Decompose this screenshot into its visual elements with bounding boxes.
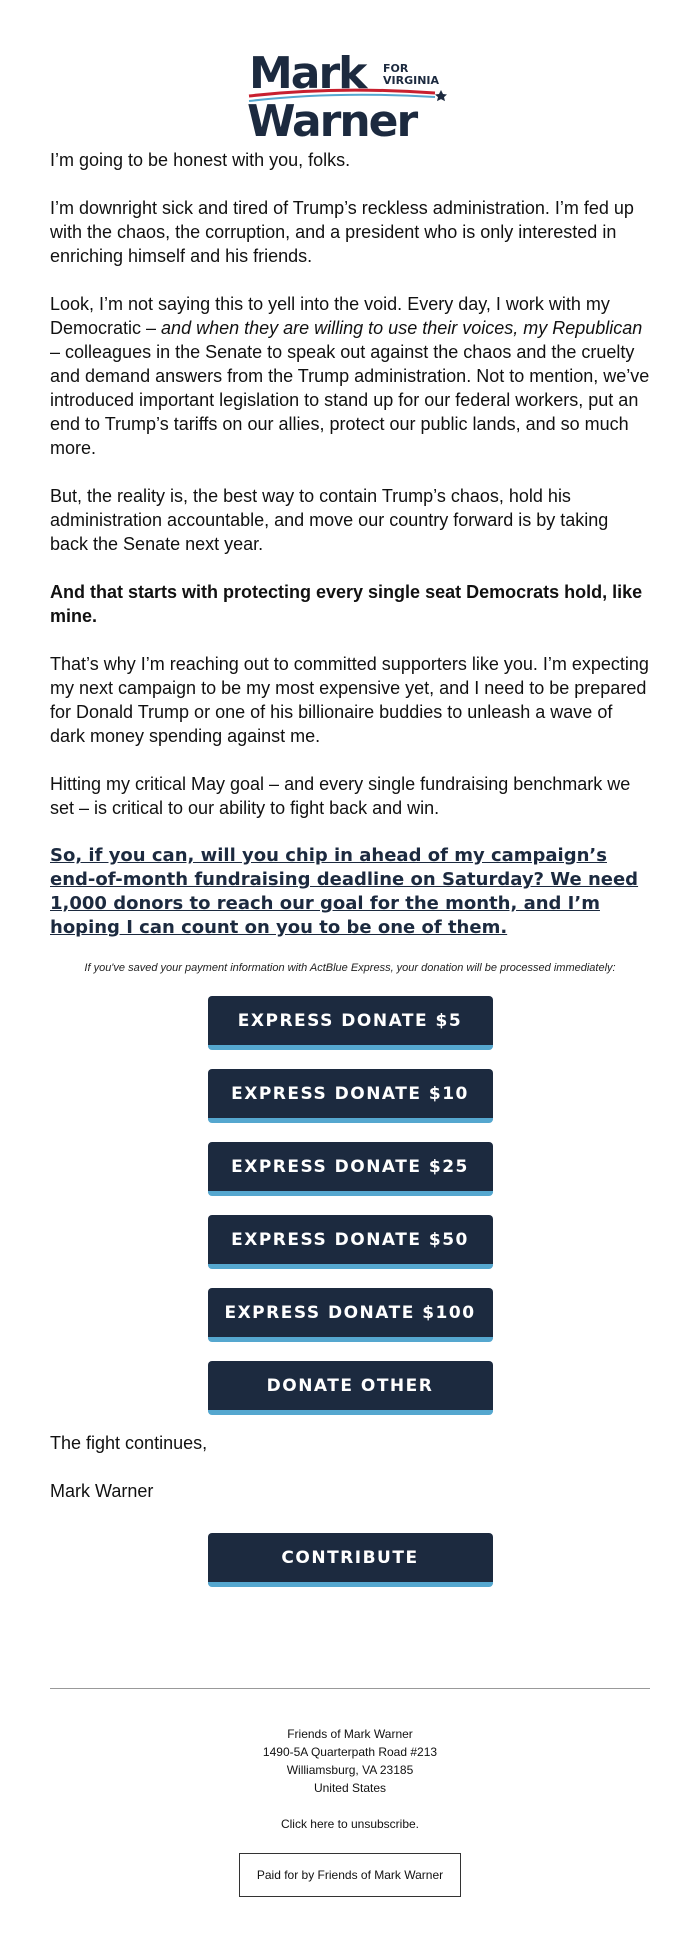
footer xyxy=(0,1725,700,1897)
express-donate-50-button[interactable]: EXPRESS DONATE $50 xyxy=(208,1215,493,1269)
paragraph-intro: I’m going to be honest with you, folks. xyxy=(50,150,351,170)
email-body xyxy=(0,46,700,1897)
logo-star-icon xyxy=(435,90,447,101)
footer-org: Friends of Mark Warner xyxy=(287,1727,413,1741)
paid-for-disclaimer: Paid for by Friends of Mark Warner xyxy=(239,1853,461,1897)
unsubscribe-link[interactable]: Click here to unsubscribe. xyxy=(280,1817,420,1831)
express-donate-10-button[interactable]: EXPRESS DONATE $10 xyxy=(208,1069,493,1123)
paragraph-protect-seat: And that starts with protecting every single seat Democrats hold, like mine. xyxy=(50,582,643,626)
paragraph-reaching-out: That’s why I’m reaching out to committed supporters like you. I’m expecting my next campaign to be my most expensive yet, and I need to be prepared for Donald Trump or one of his billionaire buddies to unleash a wave of dark money spending against me. xyxy=(50,654,649,746)
paragraph-may-goal: Hitting my critical May goal – and every single fundraising benchmark we set – is critical to our ability to fight back and win. xyxy=(50,774,631,818)
actblue-express-note: If you've saved your payment information with ActBlue Express, your donation will be processed immediately: xyxy=(84,962,616,974)
express-donate-25-button[interactable]: EXPRESS DONATE $25 xyxy=(208,1142,493,1196)
contribute-button[interactable]: CONTRIBUTE xyxy=(208,1533,493,1587)
logo-tag-virginia: VIRGINIA xyxy=(383,74,440,87)
paragraph-colleagues-part2: – colleagues in the Senate to speak out against the chaos and the cruelty and demand answers from the Trump administration. Not to mention, we’ve introduced important legislation to stand up for our federal workers, put an end to Trump’s tariffs on our allies, protect our public lands, and so much more. xyxy=(50,342,650,458)
paragraph-reality: But, the reality is, the best way to contain Trump’s chaos, hold his administration accountable, and move our country forward is by taking back the Senate next year. xyxy=(50,486,609,554)
donation-ask-link[interactable]: So, if you can, will you chip in ahead of my campaign’s end-of-month fundraising deadline on Saturday? We need 1,000 donors to reach our goal for the month, and I’m hoping I can count on you to be one of them. xyxy=(50,845,639,938)
logo-name-bottom: Warner xyxy=(247,96,417,140)
paragraph-colleagues xyxy=(50,292,650,460)
footer-street: 1490-5A Quarterpath Road #213 xyxy=(262,1745,438,1759)
paragraph-colleagues-emphasis: and when they are willing to use their voices, my Republican xyxy=(161,318,643,338)
paragraph-fed-up: I’m downright sick and tired of Trump’s reckless administration. I’m fed up with the chaos, the corruption, and a president who is only interested in enriching himself and his friends. xyxy=(50,198,634,266)
donate-other-button[interactable]: DONATE OTHER xyxy=(208,1361,493,1415)
letter-content xyxy=(0,148,700,940)
contribute-wrapper xyxy=(0,1533,700,1606)
closing-line: The fight continues, xyxy=(50,1433,208,1453)
express-donate-5-button[interactable]: EXPRESS DONATE $5 xyxy=(208,996,493,1050)
donate-button-group xyxy=(0,996,700,1431)
campaign-logo xyxy=(245,46,455,140)
signoff xyxy=(0,1431,700,1503)
footer-country: United States xyxy=(313,1781,387,1795)
signature-name: Mark Warner xyxy=(50,1481,154,1501)
footer-divider xyxy=(50,1688,650,1689)
footer-city: Williamsburg, VA 23185 xyxy=(286,1763,414,1777)
paragraph-colleagues-part1: Look, I’m not saying this to yell into the void. Every day, I work with my Democratic – xyxy=(50,294,610,338)
logo-name-top: Mark xyxy=(249,48,366,99)
express-donate-100-button[interactable]: EXPRESS DONATE $100 xyxy=(208,1288,493,1342)
logo-tag-for: FOR xyxy=(383,62,409,75)
